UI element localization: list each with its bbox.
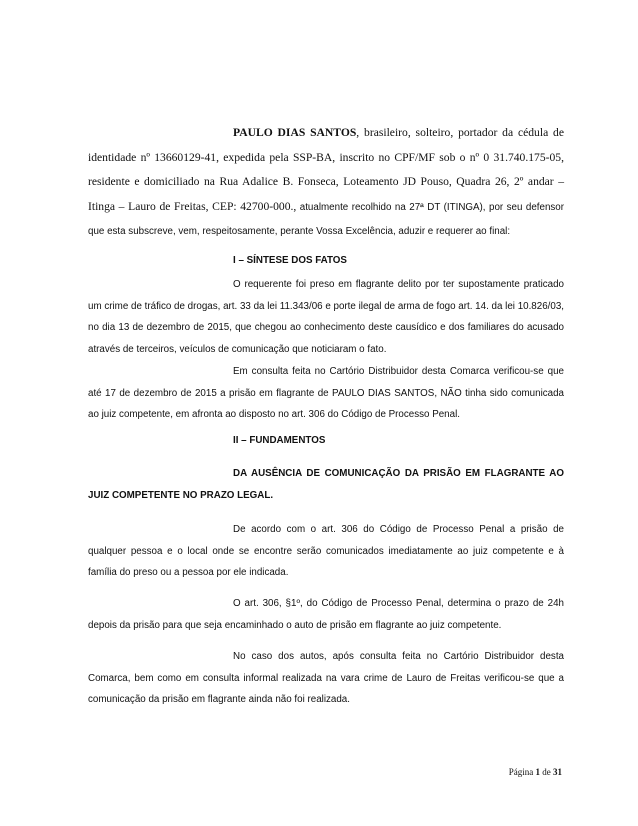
section-2-p3-text: No caso dos autos, após consulta feita no Cartório Distribuidor desta Comarca, bem como em consulta informal realizada na vara crime de Lauro de Freitas verificou-se que a comunicação da prisão em flagrante ainda não foi realizada. xyxy=(88,651,564,705)
page-of: de xyxy=(542,767,551,777)
page-footer xyxy=(509,767,562,777)
page-total: 31 xyxy=(553,767,562,777)
section-2-p2-text: O art. 306, §1º, do Código de Processo Penal, determina o prazo de 24h depois da prisão para que seja encaminhado o auto de prisão em flagrante ao juiz competente. xyxy=(88,598,564,631)
section-2-paragraph-3 xyxy=(88,646,564,711)
section-2-paragraph-1 xyxy=(88,519,564,584)
section-2-subtitle-text: DA AUSÊNCIA DE COMUNICAÇÃO DA PRISÃO EM FLAGRANTE AO JUIZ COMPETENTE NO PRAZO LEGAL. xyxy=(88,468,564,501)
page-label: Página xyxy=(508,767,534,777)
intro-text-sans: atualmente recolhido na 27ª DT (ITINGA), por seu defensor que esta subscreve, vem, respeitosamente, perante Vossa Excelência, aduzir e requerer ao final: xyxy=(88,201,565,237)
section-1-p2-text: Em consulta feita no Cartório Distribuidor desta Comarca verificou-se que até 17 de dezembro de 2015 a prisão em flagrante de PAULO DIAS SANTOS, NÃO tinha sido comunicada ao juiz competente, em afronta ao disposto no art. 306 do Código de Processo Penal. xyxy=(88,366,564,420)
defendant-name: PAULO DIAS SANTOS xyxy=(233,126,357,139)
intro-paragraph xyxy=(88,121,564,244)
page-number: 1 xyxy=(535,767,540,777)
section-1-p1-text: O requerente foi preso em flagrante delito por ter supostamente praticado um crime de tráfico de drogas, art. 33 da lei 11.343/06 e porte ilegal de arma de fogo art. 14. da lei 10.826/03, no dia 13 de dezembro de 2015, que chegou ao conhecimento deste causídico e dos familiares do acusado através de terceiros, veículos de comunicação que noticiaram o fato. xyxy=(88,279,564,355)
intro-text-serif: , brasileiro, solteiro, portador da cédula de identidade nº 13660129-41, expedida pela SSP-BA, inscrito no CPF/MF sob o nº 0 31.740.175-05, residente e domiciliado na Rua Adalice B. Fonseca, Loteamento JD Pouso, Quadra 26, 2º andar – Itinga – Lauro de Freitas, CEP: 42700-000., xyxy=(88,126,565,213)
section-2-subtitle xyxy=(88,463,564,507)
section-2-title: II – FUNDAMENTOS xyxy=(233,435,326,446)
section-1-title: I – SÍNTESE DOS FATOS xyxy=(233,255,347,266)
section-2-p1-text: De acordo com o art. 306 do Código de Processo Penal a prisão de qualquer pessoa e o local onde se encontre serão comunicados imediatamente ao juiz competente e à família do preso ou a pessoa por ele indicada. xyxy=(88,524,564,578)
section-2-paragraph-2 xyxy=(88,593,564,636)
section-1-paragraph-1 xyxy=(88,274,564,360)
section-1-paragraph-2 xyxy=(88,361,564,426)
